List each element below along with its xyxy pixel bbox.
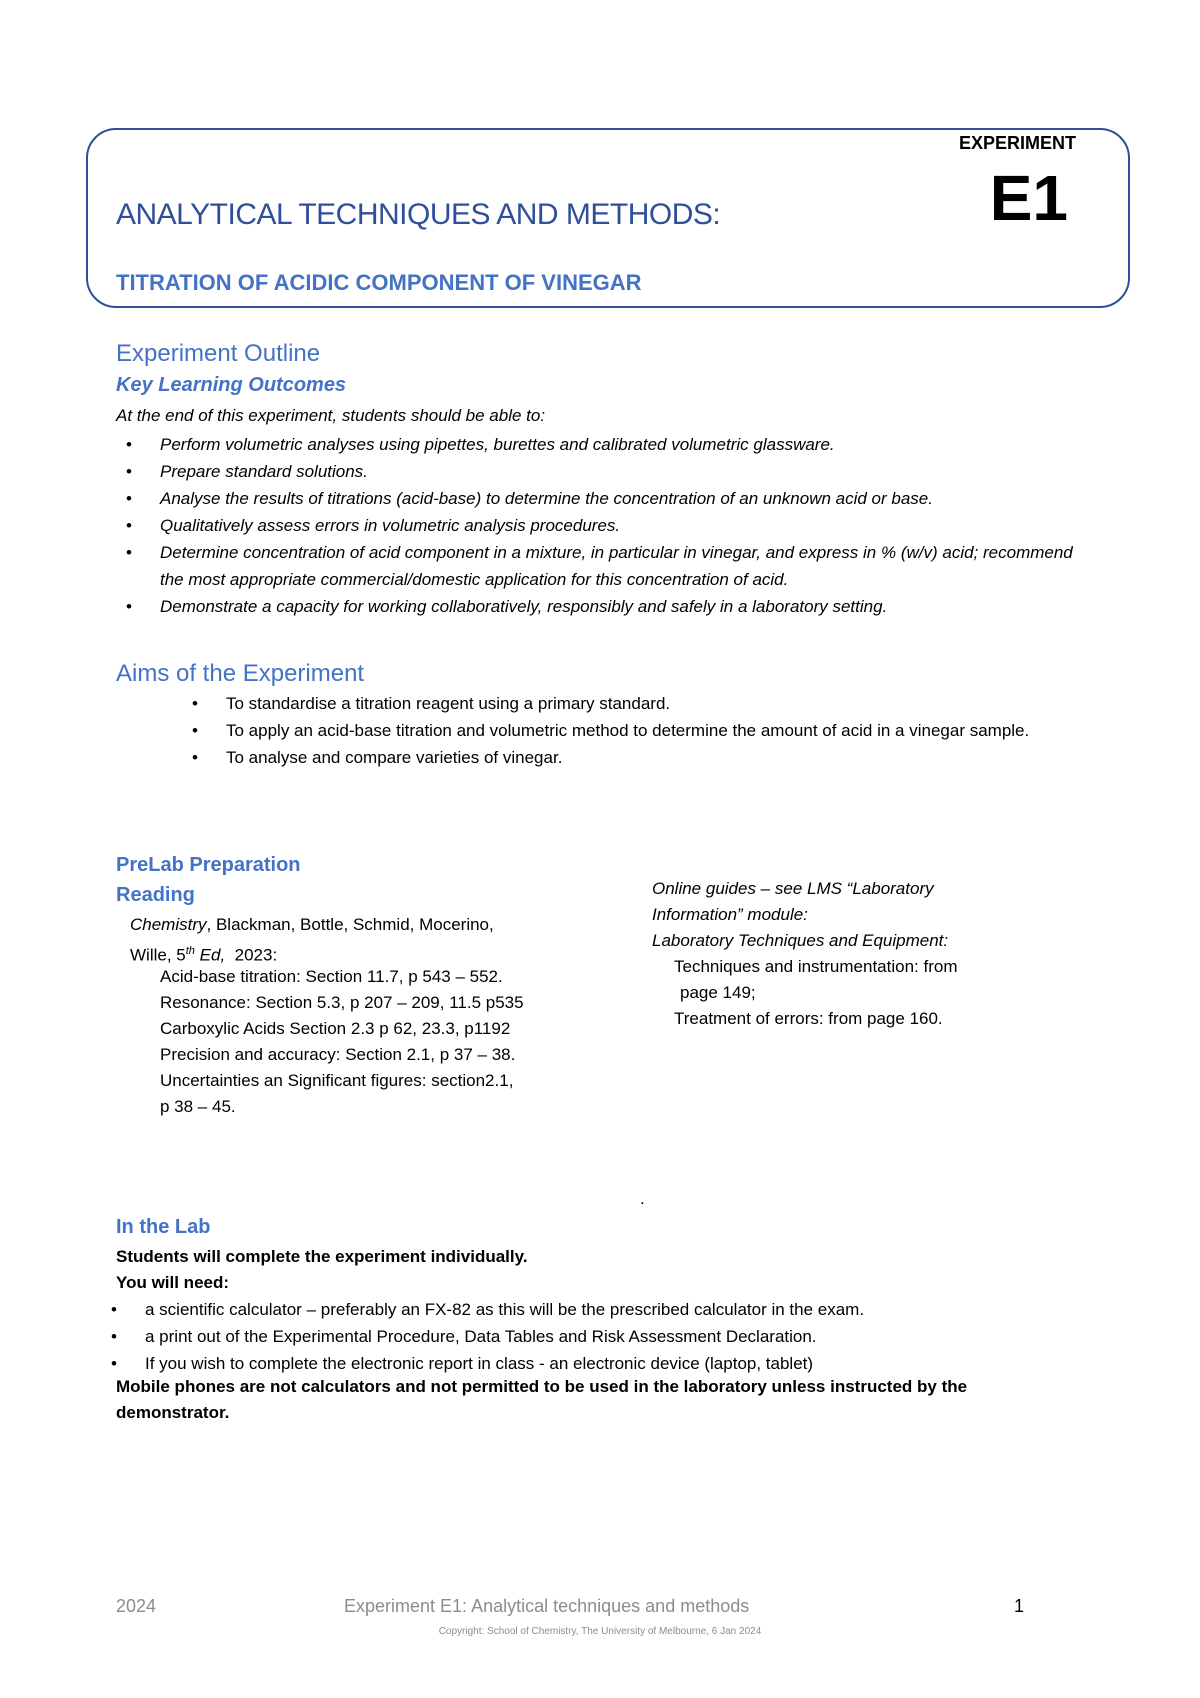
list-item: • Perform volumetric analyses using pipettes, burettes and calibrated volumetric glassware. <box>160 431 1100 458</box>
reading-heading: Reading <box>116 884 195 906</box>
online-guide-item: Treatment of errors: from page 160. <box>674 1009 943 1028</box>
page-number: 1 <box>1014 1596 1025 1616</box>
online-guides-line: Information” module: <box>652 905 808 924</box>
reference-line: Precision and accuracy: Section 2.1, p 37 – 38. <box>160 1045 516 1064</box>
list-item: • If you wish to complete the electronic report in class - an electronic device (laptop, tablet) <box>145 1350 1095 1377</box>
online-guides <box>652 876 1112 1032</box>
online-guides-line: Laboratory Techniques and Equipment: <box>652 931 949 950</box>
footer-year: 2024 <box>116 1596 157 1616</box>
reference-line: Acid-base titration: Section 11.7, p 543 – 552. <box>160 967 503 986</box>
list-item: • Analyse the results of titrations (acid-base) to determine the concentration of an unknown acid or base. <box>160 485 1100 512</box>
learning-outcomes-list <box>160 431 1100 620</box>
stray-dot: . <box>640 1189 645 1208</box>
book-authors: , Blackman, Bottle, Schmid, Mocerino, <box>206 915 494 934</box>
list-item: • Qualitatively assess errors in volumetric analysis procedures. <box>160 512 1100 539</box>
outline-intro: At the end of this experiment, students should be able to: <box>116 406 546 425</box>
list-item: • To standardise a titration reagent using a primary standard. <box>226 690 1086 717</box>
list-item: • Determine concentration of acid component in a mixture, in particular in vinegar, and express in % (w/v) acid; recommend the most appropriate commercial/domestic application for this concentration of acid. <box>160 539 1100 593</box>
book-edition-sup: th <box>185 945 195 957</box>
reference-line: Uncertainties an Significant figures: section2.1, <box>160 1071 514 1090</box>
learning-outcomes-heading: Key Learning Outcomes <box>116 374 347 396</box>
book-year: 2023: <box>234 945 278 965</box>
reference-line: p 38 – 45. <box>160 1097 236 1116</box>
aims-list <box>226 690 1086 771</box>
reading-references <box>160 964 600 1120</box>
reading-book-line1 <box>130 912 600 938</box>
list-item: • Prepare standard solutions. <box>160 458 1100 485</box>
experiment-code: E1 <box>989 162 1068 234</box>
phone-warning: Mobile phones are not calculators and not permitted to be used in the laboratory unless instructed by the demonstrator. <box>116 1377 968 1422</box>
reference-line: Resonance: Section 5.3, p 207 – 209, 11.5 p535 <box>160 993 524 1012</box>
page-title: ANALYTICAL TECHNIQUES AND METHODS: <box>116 198 721 231</box>
prelab-heading: PreLab Preparation <box>116 854 301 876</box>
list-item: • a print out of the Experimental Procedure, Data Tables and Risk Assessment Declaration. <box>145 1323 1095 1350</box>
lab-line1: Students will complete the experiment individually. <box>116 1247 528 1266</box>
page-subtitle: TITRATION OF ACIDIC COMPONENT OF VINEGAR <box>116 270 642 295</box>
book-authors-cont: Wille, 5 <box>130 945 186 965</box>
online-guide-item: page 149; <box>680 983 756 1002</box>
reference-line: Carboxylic Acids Section 2.3 p 62, 23.3, p1192 <box>160 1019 511 1038</box>
footer-title: Experiment E1: Analytical techniques and methods <box>344 1596 750 1616</box>
online-guides-line: Online guides – see LMS “Laboratory <box>652 879 934 898</box>
online-guide-item: Techniques and instrumentation: from <box>674 957 958 976</box>
copyright: Copyright: School of Chemistry, The University of Melbourne, 6 Jan 2024 <box>438 1626 762 1637</box>
book-title: Chemistry <box>130 915 207 934</box>
list-item: • To apply an acid-base titration and volumetric method to determine the amount of acid in a vinegar sample. <box>226 717 1086 744</box>
outline-heading: Experiment Outline <box>116 340 321 367</box>
lab-needs-list <box>145 1296 1095 1377</box>
aims-heading: Aims of the Experiment <box>116 660 365 687</box>
book-edition: Ed, <box>194 945 226 965</box>
list-item: • Demonstrate a capacity for working collaboratively, responsibly and safely in a laboratory setting. <box>160 593 1100 620</box>
lab-heading: In the Lab <box>116 1216 211 1238</box>
experiment-label: EXPERIMENT <box>958 133 1076 153</box>
list-item: • a scientific calculator – preferably an FX-82 as this will be the prescribed calculator in the exam. <box>145 1296 1095 1323</box>
list-item: • To analyse and compare varieties of vinegar. <box>226 744 1086 771</box>
lab-line2: You will need: <box>116 1273 230 1292</box>
